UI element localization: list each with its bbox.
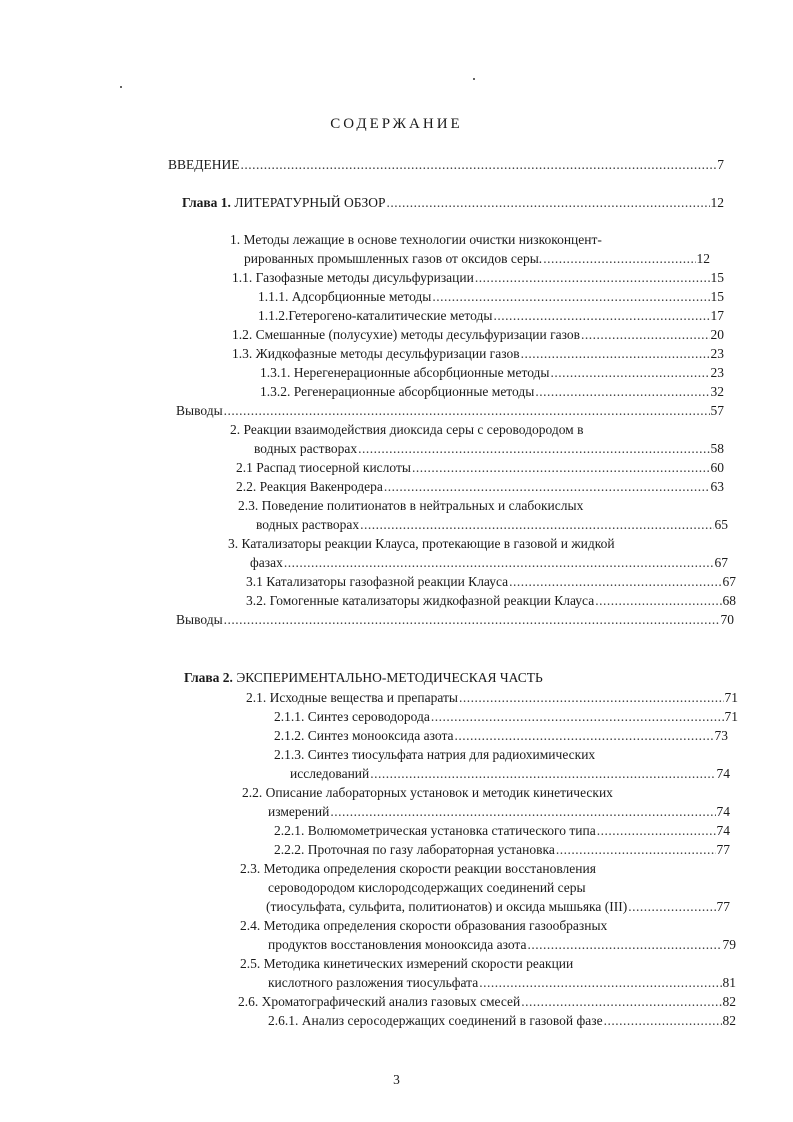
toc-entry-label: [232, 344, 520, 363]
toc-entry-label: [256, 515, 359, 534]
toc-page-number: 65: [714, 517, 728, 532]
dot-leader: [387, 193, 710, 212]
toc-entry-text: 1.3. Жидкофазные методы десульфуризации газов: [232, 346, 520, 361]
toc-entry-label: [244, 249, 542, 268]
toc-entry-label: [238, 992, 520, 1011]
toc-entry: [266, 897, 730, 916]
toc-page-number: 15: [710, 289, 724, 304]
toc-entry-text: водных растворах: [254, 441, 358, 456]
toc-entry-text: рированных промышленных газов от оксидов серы.: [244, 251, 543, 266]
toc-entry-text: исследований: [290, 766, 370, 781]
toc-entry: [260, 363, 724, 382]
toc-entry: [258, 306, 724, 325]
toc-entry-text: 3.1 Катализаторы газофазной реакции Клауса: [246, 574, 509, 589]
toc-page-number: 77: [716, 899, 730, 914]
toc-entry-text: ВВЕДЕНИЕ: [168, 157, 240, 172]
toc-entry: [274, 726, 728, 745]
toc-page-number: 32: [710, 384, 724, 399]
toc-entry-heading: [238, 496, 583, 515]
toc-entry-label: [236, 477, 383, 496]
toc-entry: [176, 401, 724, 420]
toc-entry-label: [266, 897, 627, 916]
dot-leader: [581, 325, 709, 344]
toc-entry-text: 1.1.2.Гетерогено-каталитические методы: [258, 308, 493, 323]
page-title: СОДЕРЖАНИЕ: [330, 116, 463, 132]
toc-entry-label: [168, 155, 239, 174]
toc-page-number: 79: [722, 937, 736, 952]
toc-entry-label: [274, 707, 430, 726]
toc-entry: [274, 840, 730, 859]
toc-page-number: 71: [724, 690, 738, 705]
toc-entry: [250, 553, 728, 572]
toc-page-number: 7: [717, 157, 724, 172]
toc-entry: [236, 477, 724, 496]
toc-entry-label: [260, 382, 534, 401]
toc-entry: [246, 591, 736, 610]
dot-leader: [360, 515, 713, 534]
toc-entry-label: [246, 688, 458, 707]
toc-entry-text: 1.3.2. Регенерационные абсорбционные методы: [260, 384, 535, 399]
chapter-number: Глава 2.: [184, 670, 233, 685]
toc-page-number: 12: [696, 251, 710, 266]
toc-page-number: 74: [716, 804, 730, 819]
toc-entry-label: [268, 1011, 603, 1030]
toc-page-number: 60: [710, 460, 724, 475]
toc-entry-text: ЭКСПЕРИМЕНТАЛЬНО-МЕТОДИЧЕСКАЯ ЧАСТЬ: [232, 670, 543, 685]
toc-entry: [236, 458, 724, 477]
toc-entry-heading: [240, 916, 607, 935]
toc-entry: [260, 382, 724, 401]
toc-page-number: 58: [710, 441, 724, 456]
dot-leader: [543, 249, 695, 268]
toc-entry: [182, 193, 724, 212]
dot-leader: [521, 992, 721, 1011]
toc-entry-text: 2. Реакции взаимодействия диоксида серы с сероводородом в: [230, 422, 584, 437]
toc-entry-heading: [240, 859, 596, 878]
toc-entry: [232, 268, 724, 287]
toc-entry-label: [290, 764, 369, 783]
toc-page-number: 20: [710, 327, 724, 342]
toc-entry: [244, 249, 710, 268]
toc-entry-text: 2.4. Методика определения скорости образования газообразных: [240, 918, 608, 933]
toc-entry-text: ЛИТЕРАТУРНЫЙ ОБЗОР: [230, 195, 386, 210]
toc-entry-label: [268, 802, 329, 821]
dot-leader: [240, 155, 716, 174]
toc-entry-text: 2.2. Описание лабораторных установок и методик кинетических: [242, 785, 613, 800]
toc-page-number: 12: [710, 195, 724, 210]
toc-entry-text: 1.2. Смешанные (полусухие) методы десульфуризации газов: [232, 327, 581, 342]
dot-leader: [509, 572, 721, 591]
toc-entry-label: [232, 268, 474, 287]
toc-entry-label: [258, 287, 431, 306]
dot-leader: [224, 401, 710, 420]
toc-page-number: 68: [722, 593, 736, 608]
toc-entry: [232, 344, 724, 363]
toc-entry-heading: [230, 230, 602, 249]
toc-entry-text: 1.3.1. Нерегенерационные абсорбционные методы: [260, 365, 550, 380]
toc-entry-text: 3.2. Гомогенные катализаторы жидкофазной реакции Клауса: [246, 593, 595, 608]
toc-entry: [256, 515, 728, 534]
dot-leader: [432, 287, 709, 306]
toc-entry-label: [176, 610, 223, 629]
toc-entry-text: 1.1. Газофазные методы дисульфуризации: [232, 270, 474, 285]
dot-leader: [431, 707, 724, 726]
toc-entry-label: [268, 973, 478, 992]
toc-page-number: 70: [720, 612, 734, 627]
scan-speck: [120, 86, 122, 88]
toc-page-number: 74: [716, 823, 730, 838]
toc-entry-text: Выводы: [176, 612, 223, 627]
toc-entry-text: 2.2. Реакция Вакенродера: [236, 479, 383, 494]
dot-leader: [475, 268, 710, 287]
toc-entry-text: измерений: [268, 804, 330, 819]
toc-entry-text: 1. Методы лежащие в основе технологии очистки низкоконцент-: [230, 232, 602, 247]
toc-entry-label: [246, 572, 508, 591]
toc-entry: [268, 1011, 736, 1030]
dot-leader: [455, 726, 714, 745]
chapter-number: Глава 1.: [182, 195, 231, 210]
toc-entry-label: [274, 726, 454, 745]
toc-entry-label: [236, 458, 411, 477]
dot-leader: [595, 591, 721, 610]
toc-entry-text: сероводородом кислородсодержащих соединений серы: [268, 880, 586, 895]
dot-leader: [521, 344, 710, 363]
toc-page-number: 67: [722, 574, 736, 589]
toc-entry-label: [260, 363, 550, 382]
dot-leader: [412, 458, 710, 477]
toc-entry-text: 2.2.2. Проточная по газу лабораторная установка: [274, 842, 555, 857]
dot-leader: [527, 935, 721, 954]
toc-entry: [246, 688, 738, 707]
toc-page-number: 63: [710, 479, 724, 494]
toc-entry: [246, 572, 736, 591]
toc-entry: [176, 610, 734, 629]
toc-entry: [238, 992, 736, 1011]
toc-entry-text: водных растворах: [256, 517, 360, 532]
dot-leader: [556, 840, 716, 859]
toc-entry-text: Выводы: [176, 403, 223, 418]
toc-page-number: 15: [710, 270, 724, 285]
toc-entry-label: [232, 325, 580, 344]
dot-leader: [330, 802, 715, 821]
toc-page-number: 67: [714, 555, 728, 570]
scan-speck: [473, 78, 475, 80]
toc-entry-text: 2.6. Хроматографический анализ газовых смесей: [238, 994, 521, 1009]
dot-leader: [384, 477, 710, 496]
toc-entry-text: 2.3. Методика определения скорости реакции восстановления: [240, 861, 596, 876]
dot-leader: [551, 363, 710, 382]
toc-entry-text: 2.6.1. Анализ серосодержащих соединений в газовой фазе: [268, 1013, 603, 1028]
toc-entry-text: 2.1 Распад тиосерной кислоты: [236, 460, 411, 475]
dot-leader: [493, 306, 709, 325]
dot-leader: [604, 1011, 722, 1030]
toc-entry-heading: [184, 668, 543, 687]
toc-entry-heading: [242, 783, 613, 802]
toc-page-number: 57: [710, 403, 724, 418]
page-number: 3: [393, 1072, 400, 1087]
toc-entry: [268, 802, 730, 821]
dot-leader: [358, 439, 709, 458]
toc-entry-label: [176, 401, 223, 420]
toc-entry-text: 2.1. Исходные вещества и препараты: [246, 690, 458, 705]
dot-leader: [628, 897, 715, 916]
toc-page-number: 71: [724, 709, 738, 724]
dot-leader: [459, 688, 724, 707]
toc-entry: [274, 821, 730, 840]
toc-entry-label: [274, 840, 555, 859]
toc-entry-text: 2.2.1. Волюмометрическая установка статического типа: [274, 823, 596, 838]
toc-page-number: 73: [714, 728, 728, 743]
toc-entry-label: [182, 193, 386, 212]
toc-entry-text: 1.1.1. Адсорбционные методы: [258, 289, 432, 304]
toc-entry-heading: [228, 534, 615, 553]
toc-entry-text: (тиосульфата, сульфита, политионатов) и оксида мышьяка (III): [266, 899, 628, 914]
toc-entry-text: 2.3. Поведение политионатов в нейтральных и слабокислых: [238, 498, 584, 513]
toc-entry-text: кислотного разложения тиосульфата: [268, 975, 479, 990]
toc-page-number: 82: [722, 1013, 736, 1028]
toc-entry: [254, 439, 724, 458]
toc-entry-text: продуктов восстановления монооксида азота: [268, 937, 527, 952]
dot-leader: [284, 553, 714, 572]
toc-entry: [168, 155, 724, 174]
toc-entry-label: [258, 306, 492, 325]
toc-entry: [268, 973, 736, 992]
toc-entry-label: [274, 821, 596, 840]
toc-page-number: 74: [716, 766, 730, 781]
toc-page-number: 17: [710, 308, 724, 323]
toc-entry-label: [250, 553, 283, 572]
toc-entry-heading: [230, 420, 583, 439]
toc-entry-text: 2.1.3. Синтез тиосульфата натрия для радиохимических: [274, 747, 596, 762]
toc-entry-text: 2.5. Методика кинетических измерений скорости реакции: [240, 956, 574, 971]
toc-entry-heading: [240, 954, 573, 973]
toc-entry-label: [246, 591, 594, 610]
toc-page-number: 23: [710, 346, 724, 361]
dot-leader: [479, 973, 721, 992]
toc-entry: [274, 707, 738, 726]
toc-entry-text: фазах: [250, 555, 283, 570]
toc-page-number: 82: [722, 994, 736, 1009]
dot-leader: [597, 821, 716, 840]
dot-leader: [224, 610, 720, 629]
toc-entry-heading: [268, 878, 586, 897]
toc-entry: [268, 935, 736, 954]
toc-entry: [258, 287, 724, 306]
toc-page-number: 77: [716, 842, 730, 857]
toc-page-number: 23: [710, 365, 724, 380]
dot-leader: [370, 764, 715, 783]
toc-entry-text: 2.1.1. Синтез сероводорода: [274, 709, 430, 724]
toc-entry-heading: [274, 745, 595, 764]
toc-entry-text: 3. Катализаторы реакции Клауса, протекающие в газовой и жидкой: [228, 536, 615, 551]
toc-entry: [232, 325, 724, 344]
toc-entry-label: [254, 439, 357, 458]
toc-entry-label: [268, 935, 526, 954]
toc-entry-text: 2.1.2. Синтез монооксида азота: [274, 728, 454, 743]
dot-leader: [535, 382, 709, 401]
toc-page-number: 81: [722, 975, 736, 990]
toc-entry: [290, 764, 730, 783]
